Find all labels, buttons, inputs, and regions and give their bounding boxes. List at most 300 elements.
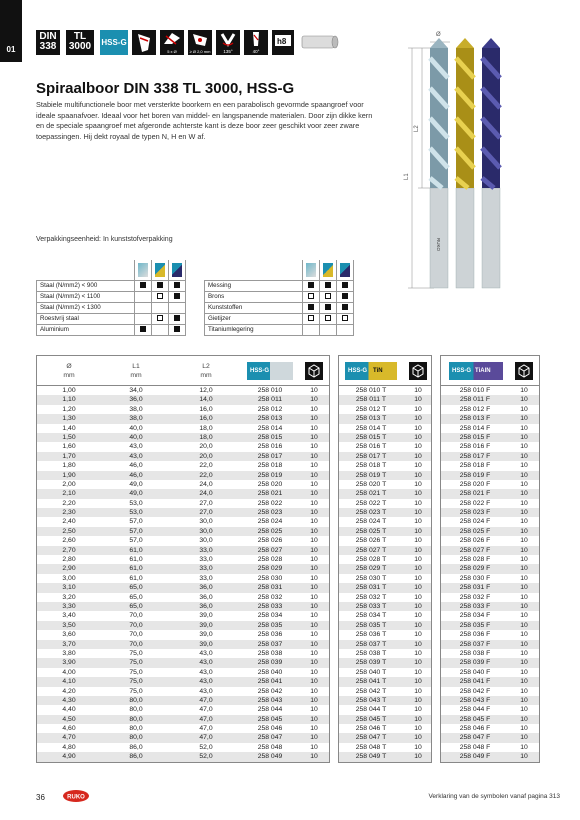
diameter-cell: 3,00 bbox=[62, 574, 76, 582]
pack-quantity-cell: 10 bbox=[310, 471, 318, 479]
table-row bbox=[339, 527, 431, 536]
table-row bbox=[37, 743, 329, 752]
pack-quantity-cell: 10 bbox=[414, 396, 422, 404]
l2-cell: 47,0 bbox=[199, 715, 213, 723]
material-cell bbox=[169, 291, 186, 302]
material-table-right bbox=[204, 260, 354, 336]
article-number-cell: 258 028 bbox=[257, 556, 283, 564]
diameter-cell: 2,20 bbox=[62, 499, 76, 507]
material-cell bbox=[152, 324, 169, 335]
l2-cell: 47,0 bbox=[199, 725, 213, 733]
pack-quantity-cell: 10 bbox=[310, 556, 318, 564]
table-row bbox=[37, 715, 329, 724]
table-row bbox=[441, 536, 539, 545]
pack-quantity-cell: 10 bbox=[414, 715, 422, 723]
article-number-cell: 258 037 bbox=[257, 640, 283, 648]
pack-quantity-cell: 10 bbox=[310, 602, 318, 610]
l1-cell: 70,0 bbox=[129, 640, 143, 648]
recommended-mark bbox=[325, 304, 331, 310]
recommended-mark bbox=[308, 304, 314, 310]
pack-quantity-cell: 10 bbox=[310, 518, 318, 526]
article-number-cell: 258 042 F bbox=[459, 687, 491, 695]
article-number-cell: 258 029 T bbox=[355, 565, 387, 573]
article-number-cell: 258 014 F bbox=[459, 424, 491, 432]
helix-angle-40-icon bbox=[244, 30, 268, 55]
pack-quantity-cell: 10 bbox=[520, 640, 528, 648]
col-diameter-unit: mm bbox=[63, 372, 75, 379]
pack-quantity-cell: 10 bbox=[310, 433, 318, 441]
table-row bbox=[37, 611, 329, 620]
table-row bbox=[339, 536, 431, 545]
table-row bbox=[339, 499, 431, 508]
table-row bbox=[37, 480, 329, 489]
pack-quantity-cell: 10 bbox=[520, 443, 528, 451]
article-number-cell: 258 028 T bbox=[355, 556, 387, 564]
l1-cell: 53,0 bbox=[129, 509, 143, 517]
material-cell bbox=[337, 313, 354, 324]
l1-cell: 40,0 bbox=[129, 433, 143, 441]
article-number-cell: 258 032 bbox=[257, 593, 283, 601]
l2-cell: 52,0 bbox=[199, 753, 213, 761]
recommended-mark bbox=[308, 282, 314, 288]
suitable-mark bbox=[342, 315, 348, 321]
pack-quantity-cell: 10 bbox=[310, 405, 318, 413]
tl-badge-bottom: 3000 bbox=[68, 41, 92, 52]
table-row bbox=[37, 424, 329, 433]
article-number-cell: 258 043 T bbox=[355, 696, 387, 704]
diameter-cell: 2,60 bbox=[62, 537, 76, 545]
table-row bbox=[441, 752, 539, 761]
diameter-cell: 4,90 bbox=[62, 753, 76, 761]
article-number-cell: 258 020 T bbox=[355, 480, 387, 488]
material-label: Gietijzer bbox=[205, 313, 303, 324]
article-number-cell: 258 039 bbox=[257, 659, 283, 667]
diameter-cell: 4,80 bbox=[62, 743, 76, 751]
pack-quantity-cell: 10 bbox=[310, 649, 318, 657]
article-number-cell: 258 023 bbox=[257, 509, 283, 517]
diameter-cell: 1,60 bbox=[62, 443, 76, 451]
din-badge-top: DIN bbox=[39, 31, 57, 42]
table-row bbox=[441, 471, 539, 480]
article-number-cell: 258 048 F bbox=[459, 743, 491, 751]
l1-cell: 57,0 bbox=[129, 527, 143, 535]
tl-badge-top: TL bbox=[73, 31, 87, 42]
material-cell bbox=[152, 280, 169, 291]
table-row bbox=[37, 414, 329, 423]
pack-quantity-cell: 10 bbox=[520, 387, 528, 394]
pack-quantity-cell: 10 bbox=[520, 602, 528, 610]
l1-cell: 80,0 bbox=[129, 706, 143, 714]
l2-cell: 52,0 bbox=[199, 743, 213, 751]
l2-cell: 33,0 bbox=[199, 556, 213, 564]
table-row bbox=[441, 395, 539, 404]
article-number-cell: 258 021 F bbox=[459, 490, 491, 498]
article-number-cell: 258 024 T bbox=[355, 518, 387, 526]
pack-quantity-cell: 10 bbox=[310, 659, 318, 667]
table-row bbox=[37, 668, 329, 677]
pack-quantity-cell: 10 bbox=[414, 480, 422, 488]
pack-quantity-cell: 10 bbox=[414, 537, 422, 545]
symbol-explanation-note: Verklaring van de symbolen vanaf pagina 313 bbox=[428, 793, 560, 800]
table-row bbox=[37, 564, 329, 573]
pack-quantity-cell: 10 bbox=[520, 753, 528, 761]
package-icon bbox=[305, 362, 323, 380]
pack-quantity-cell: 10 bbox=[310, 480, 318, 488]
pack-quantity-cell: 10 bbox=[414, 649, 422, 657]
l2-cell: 27,0 bbox=[199, 499, 213, 507]
table-row bbox=[339, 687, 431, 696]
article-number-cell: 258 040 T bbox=[355, 668, 387, 676]
pack-quantity-cell: 10 bbox=[520, 565, 528, 573]
material-cell bbox=[303, 324, 320, 335]
col-diameter bbox=[37, 362, 101, 380]
article-number-cell: 258 043 F bbox=[459, 696, 491, 704]
table-row bbox=[441, 658, 539, 667]
article-number-cell: 258 015 T bbox=[355, 433, 387, 441]
suitable-mark bbox=[325, 293, 331, 299]
article-number-cell: 258 039 F bbox=[459, 659, 491, 667]
pack-quantity-cell: 10 bbox=[414, 387, 422, 394]
material-cell bbox=[303, 313, 320, 324]
suitable-mark bbox=[325, 315, 331, 321]
pack-quantity-cell: 10 bbox=[414, 499, 422, 507]
article-number-cell: 258 030 F bbox=[459, 574, 491, 582]
article-number-cell: 258 015 F bbox=[459, 433, 491, 441]
pack-quantity-cell: 10 bbox=[520, 471, 528, 479]
table-row bbox=[339, 574, 431, 583]
article-number-cell: 258 018 T bbox=[355, 462, 387, 470]
pack-quantity-cell: 10 bbox=[520, 556, 528, 564]
table-row bbox=[441, 424, 539, 433]
article-number-cell: 258 029 F bbox=[459, 565, 491, 573]
l1-cell: 80,0 bbox=[129, 734, 143, 742]
material-cell bbox=[337, 302, 354, 313]
pack-quantity-cell: 10 bbox=[414, 415, 422, 423]
svg-text:RUKO: RUKO bbox=[67, 794, 85, 801]
diameter-cell: 1,70 bbox=[62, 452, 76, 460]
pack-quantity-cell: 10 bbox=[520, 668, 528, 676]
diameter-cell: 1,00 bbox=[62, 387, 76, 394]
article-number-cell: 258 044 bbox=[257, 706, 283, 714]
article-number-cell: 258 035 F bbox=[459, 621, 491, 629]
diameter-cell: 1,80 bbox=[62, 462, 76, 470]
table-row bbox=[441, 499, 539, 508]
l2-cell: 18,0 bbox=[199, 424, 213, 432]
pack-quantity-cell: 10 bbox=[310, 565, 318, 573]
l1-cell: 36,0 bbox=[129, 396, 143, 404]
table-row bbox=[441, 630, 539, 639]
article-number-cell: 258 014 T bbox=[355, 424, 387, 432]
tin-coating-icon bbox=[155, 263, 165, 277]
ruko-logo bbox=[62, 789, 90, 803]
table-row bbox=[339, 593, 431, 602]
col-l1-unit: mm bbox=[130, 372, 142, 379]
pack-quantity-cell: 10 bbox=[520, 452, 528, 460]
page-number: 36 bbox=[36, 793, 45, 802]
table-row bbox=[339, 546, 431, 555]
table-row bbox=[37, 536, 329, 545]
material-cell bbox=[320, 324, 337, 335]
pack-quantity-cell: 10 bbox=[520, 696, 528, 704]
table-row bbox=[441, 517, 539, 526]
l1-cell: 40,0 bbox=[129, 424, 143, 432]
din-badge bbox=[36, 30, 60, 55]
l1-cell: 57,0 bbox=[129, 518, 143, 526]
diameter-cell: 4,00 bbox=[62, 668, 76, 676]
article-number-cell: 258 027 T bbox=[355, 546, 387, 554]
recommended-mark bbox=[342, 304, 348, 310]
pack-quantity-cell: 10 bbox=[520, 584, 528, 592]
article-number-cell: 258 049 T bbox=[355, 753, 387, 761]
l2-label: L2 bbox=[414, 125, 420, 132]
pack-quantity-cell: 10 bbox=[520, 537, 528, 545]
pack-quantity-cell: 10 bbox=[520, 743, 528, 751]
recommended-mark bbox=[157, 282, 163, 288]
col-l1 bbox=[101, 362, 171, 380]
l2-cell: 24,0 bbox=[199, 490, 213, 498]
pack-quantity-cell: 10 bbox=[310, 415, 318, 423]
hss-g-badge: HSS-G bbox=[100, 30, 128, 55]
material-label: Brons bbox=[205, 291, 303, 302]
table-row bbox=[441, 696, 539, 705]
table-row bbox=[37, 687, 329, 696]
diameter-cell: 3,30 bbox=[62, 602, 76, 610]
article-number-cell: 258 036 bbox=[257, 631, 283, 639]
table-row bbox=[441, 705, 539, 714]
article-number-cell: 258 027 bbox=[257, 546, 283, 554]
l2-cell: 22,0 bbox=[199, 471, 213, 479]
table-row bbox=[441, 733, 539, 742]
article-number-cell: 258 019 bbox=[257, 471, 283, 479]
col-l2-label: L2 bbox=[202, 363, 210, 370]
recommended-mark bbox=[140, 282, 146, 288]
pack-quantity-cell: 10 bbox=[414, 593, 422, 601]
pack-quantity-cell: 10 bbox=[414, 471, 422, 479]
l2-cell: 43,0 bbox=[199, 668, 213, 676]
material-cell bbox=[135, 324, 152, 335]
diameter-cell: 1,50 bbox=[62, 433, 76, 441]
table-row bbox=[37, 752, 329, 761]
l2-cell: 47,0 bbox=[199, 696, 213, 704]
article-number-cell: 258 016 F bbox=[459, 443, 491, 451]
article-number-cell: 258 049 bbox=[257, 753, 283, 761]
material-table-left bbox=[36, 260, 186, 336]
article-number-cell: 258 032 F bbox=[459, 593, 491, 601]
article-number-cell: 258 037 F bbox=[459, 640, 491, 648]
diameter-cell: 3,20 bbox=[62, 593, 76, 601]
pack-quantity-cell: 10 bbox=[414, 424, 422, 432]
pack-quantity-cell: 10 bbox=[310, 725, 318, 733]
pack-quantity-cell: 10 bbox=[520, 574, 528, 582]
table-row bbox=[339, 452, 431, 461]
l1-cell: 49,0 bbox=[129, 490, 143, 498]
material-row bbox=[37, 324, 186, 335]
table-row bbox=[441, 583, 539, 592]
article-number-cell: 258 047 F bbox=[459, 734, 491, 742]
diameter-cell: 1,10 bbox=[62, 396, 76, 404]
pack-quantity-cell: 10 bbox=[310, 753, 318, 761]
dimension-table bbox=[36, 355, 330, 763]
pack-quantity-cell: 10 bbox=[310, 509, 318, 517]
drill-length-icon bbox=[160, 30, 184, 55]
brand-label: RUKO bbox=[436, 238, 441, 252]
tialn-coating-icon bbox=[340, 263, 350, 277]
article-number-cell: 258 027 F bbox=[459, 546, 491, 554]
article-number-cell: 258 017 T bbox=[355, 452, 387, 460]
col-l2-unit: mm bbox=[200, 372, 212, 379]
recommended-mark bbox=[174, 282, 180, 288]
suitable-mark bbox=[308, 293, 314, 299]
article-number-cell: 258 010 F bbox=[459, 387, 491, 394]
pack-quantity-cell: 10 bbox=[310, 668, 318, 676]
article-number-cell: 258 046 bbox=[257, 725, 283, 733]
l2-cell: 30,0 bbox=[199, 537, 213, 545]
pack-quantity-cell: 10 bbox=[310, 640, 318, 648]
l1-cell: 38,0 bbox=[129, 405, 143, 413]
article-number-cell: 258 011 F bbox=[459, 396, 491, 404]
diameter-cell: 3,60 bbox=[62, 631, 76, 639]
l1-cell: 61,0 bbox=[129, 565, 143, 573]
table-row bbox=[339, 405, 431, 414]
l1-cell: 75,0 bbox=[129, 649, 143, 657]
table-row bbox=[37, 649, 329, 658]
article-number-cell: 258 048 T bbox=[355, 743, 387, 751]
packaging-info: Verpakkingseenheid: In kunststofverpakking bbox=[36, 236, 173, 243]
article-number-cell: 258 012 T bbox=[355, 405, 387, 413]
table-row bbox=[37, 452, 329, 461]
pack-quantity-cell: 10 bbox=[414, 621, 422, 629]
pack-quantity-cell: 10 bbox=[520, 462, 528, 470]
pack-quantity-cell: 10 bbox=[414, 640, 422, 648]
table-row bbox=[37, 733, 329, 742]
table-row bbox=[37, 508, 329, 517]
article-number-cell: 258 031 T bbox=[355, 584, 387, 592]
diameter-cell: 4,50 bbox=[62, 715, 76, 723]
pack-quantity-cell: 10 bbox=[310, 612, 318, 620]
col-l1-label: L1 bbox=[132, 363, 140, 370]
table-row bbox=[339, 442, 431, 451]
material-cell bbox=[320, 313, 337, 324]
l2-cell: 12,0 bbox=[199, 387, 213, 394]
material-row bbox=[205, 324, 354, 335]
table-row bbox=[441, 649, 539, 658]
table-row bbox=[339, 517, 431, 526]
article-number-cell: 258 016 bbox=[257, 443, 283, 451]
package-icon bbox=[515, 362, 533, 380]
article-number-cell: 258 044 T bbox=[355, 706, 387, 714]
suitable-mark bbox=[157, 293, 163, 299]
helix-angle-40-label: 40° bbox=[252, 49, 260, 54]
l2-cell: 33,0 bbox=[199, 565, 213, 573]
l2-cell: 14,0 bbox=[199, 396, 213, 404]
table-row bbox=[339, 424, 431, 433]
pack-quantity-cell: 10 bbox=[414, 443, 422, 451]
l2-cell: 36,0 bbox=[199, 584, 213, 592]
pack-quantity-cell: 10 bbox=[414, 518, 422, 526]
material-cell bbox=[337, 280, 354, 291]
l2-cell: 39,0 bbox=[199, 640, 213, 648]
l2-cell: 39,0 bbox=[199, 631, 213, 639]
article-number-cell: 258 049 F bbox=[459, 753, 491, 761]
drill-length-label: 5 x Ø bbox=[167, 49, 177, 54]
l1-cell: 70,0 bbox=[129, 631, 143, 639]
pack-quantity-cell: 10 bbox=[310, 387, 318, 394]
pack-quantity-cell: 10 bbox=[310, 715, 318, 723]
tin-table bbox=[338, 355, 432, 763]
pack-quantity-cell: 10 bbox=[520, 649, 528, 657]
article-number-cell: 258 041 bbox=[257, 678, 283, 686]
table-row bbox=[339, 724, 431, 733]
l2-cell: 22,0 bbox=[199, 462, 213, 470]
material-cell bbox=[152, 313, 169, 324]
l1-cell: 46,0 bbox=[129, 462, 143, 470]
l2-cell: 43,0 bbox=[199, 649, 213, 657]
tolerance-label: h8 bbox=[277, 37, 287, 46]
pack-quantity-cell: 10 bbox=[520, 509, 528, 517]
l2-cell: 47,0 bbox=[199, 734, 213, 742]
material-cell bbox=[303, 302, 320, 313]
l2-cell: 47,0 bbox=[199, 706, 213, 714]
pack-quantity-cell: 10 bbox=[310, 696, 318, 704]
article-number-cell: 258 015 bbox=[257, 433, 283, 441]
table-row bbox=[37, 677, 329, 686]
diameter-cell: 1,30 bbox=[62, 415, 76, 423]
table-row bbox=[339, 743, 431, 752]
table-row bbox=[37, 602, 329, 611]
table-row bbox=[339, 480, 431, 489]
table-row bbox=[339, 640, 431, 649]
article-number-cell: 258 025 T bbox=[355, 527, 387, 535]
l1-cell: 34,0 bbox=[129, 387, 143, 394]
table-row bbox=[37, 621, 329, 630]
l1-cell: 75,0 bbox=[129, 687, 143, 695]
diameter-cell: 2,80 bbox=[62, 556, 76, 564]
pack-quantity-cell: 10 bbox=[520, 527, 528, 535]
col-diameter-label: Ø bbox=[66, 363, 72, 370]
pack-quantity-cell: 10 bbox=[520, 490, 528, 498]
l1-cell: 65,0 bbox=[129, 584, 143, 592]
diameter-cell: 2,10 bbox=[62, 490, 76, 498]
article-number-cell: 258 020 F bbox=[459, 480, 491, 488]
l2-cell: 20,0 bbox=[199, 443, 213, 451]
pack-quantity-cell: 10 bbox=[414, 490, 422, 498]
article-number-cell: 258 038 bbox=[257, 649, 283, 657]
table-row bbox=[441, 461, 539, 470]
table-row bbox=[37, 555, 329, 564]
table-row bbox=[339, 677, 431, 686]
material-label: Staal (N/mm2) < 1100 bbox=[37, 291, 135, 302]
tolerance-badge bbox=[272, 30, 294, 55]
table-row bbox=[37, 386, 329, 395]
table-row bbox=[339, 696, 431, 705]
material-cell bbox=[320, 302, 337, 313]
material-row bbox=[37, 313, 186, 324]
l2-cell: 30,0 bbox=[199, 527, 213, 535]
article-number-cell: 258 039 T bbox=[355, 659, 387, 667]
pack-quantity-cell: 10 bbox=[520, 612, 528, 620]
col-l2 bbox=[171, 362, 241, 380]
material-cell bbox=[337, 324, 354, 335]
page-title: Spiraalboor DIN 338 TL 3000, HSS-G bbox=[36, 80, 295, 97]
material-label: Staal (N/mm2) < 1300 bbox=[37, 302, 135, 313]
pack-quantity-cell: 10 bbox=[414, 743, 422, 751]
table-row bbox=[37, 405, 329, 414]
pack-quantity-cell: 10 bbox=[414, 584, 422, 592]
article-number-cell: 258 047 bbox=[257, 734, 283, 742]
tl-badge bbox=[66, 30, 94, 55]
material-label: Titaniumlegering bbox=[205, 324, 303, 335]
diameter-cell: 2,70 bbox=[62, 546, 76, 554]
